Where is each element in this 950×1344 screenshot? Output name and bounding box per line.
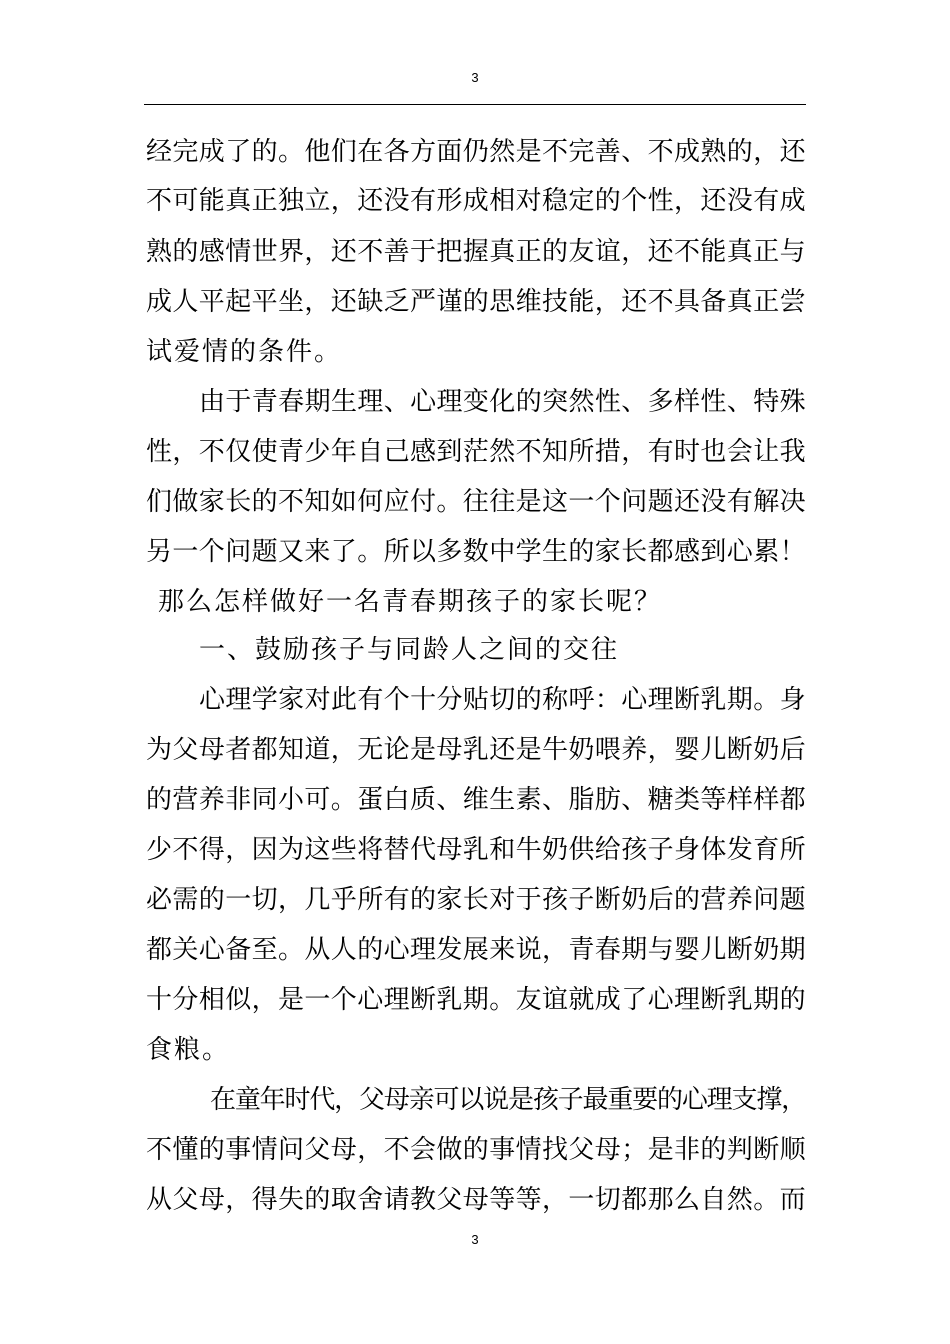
text-line: 那么怎样做好一名青春期孩子的家长呢？ [158, 587, 663, 617]
text-line: 不可能真正独立，还没有形成相对稳定的个性，还没有成 [146, 186, 807, 216]
text-line: 食粮。 [146, 1035, 231, 1065]
text-line: 心理学家对此有个十分贴切的称呼：心理断乳期。身 [199, 685, 807, 715]
text-line: 少不得，因为这些将替代母乳和牛奶供给孩子身体发育所 [146, 835, 807, 865]
header-rule [144, 104, 806, 105]
text-line: 成人平起平坐，还缺乏严谨的思维技能，还不具备真正尝 [146, 287, 807, 317]
section-heading: 一、鼓励孩子与同龄人之间的交往 [199, 635, 620, 665]
text-line: 性，不仅使青少年自己感到茫然不知所措，有时也会让我 [146, 437, 807, 467]
footer-page-number: 3 [471, 1232, 479, 1247]
text-line: 们做家长的不知如何应付。往往是这一个问题还没有解决 [146, 487, 807, 517]
text-line: 在童年时代，父母亲可以说是孩子最重要的心理支撑， [210, 1085, 807, 1115]
text-line: 另一个问题又来了。所以多数中学生的家长都感到心累！ [146, 537, 807, 567]
text-line: 熟的感情世界，还不善于把握真正的友谊，还不能真正与 [146, 237, 807, 267]
text-line: 经完成了的。他们在各方面仍然是不完善、不成熟的，还 [146, 137, 807, 167]
text-line: 的营养非同小可。蛋白质、维生素、脂肪、糖类等样样都 [146, 785, 807, 815]
text-line: 从父母，得失的取舍请教父母等等，一切都那么自然。而 [146, 1185, 807, 1215]
header-page-number: 3 [471, 70, 479, 85]
text-line: 为父母者都知道，无论是母乳还是牛奶喂养，婴儿断奶后 [146, 735, 807, 765]
text-line: 试爱情的条件。 [146, 337, 343, 367]
text-line: 不懂的事情问父母，不会做的事情找父母；是非的判断顺 [146, 1135, 807, 1165]
text-line: 必需的一切，几乎所有的家长对于孩子断奶后的营养问题 [146, 885, 807, 915]
text-line: 由于青春期生理、心理变化的突然性、多样性、特殊 [199, 387, 807, 417]
text-line: 都关心备至。从人的心理发展来说，青春期与婴儿断奶期 [146, 935, 807, 965]
text-line: 十分相似，是一个心理断乳期。友谊就成了心理断乳期的 [146, 985, 807, 1015]
